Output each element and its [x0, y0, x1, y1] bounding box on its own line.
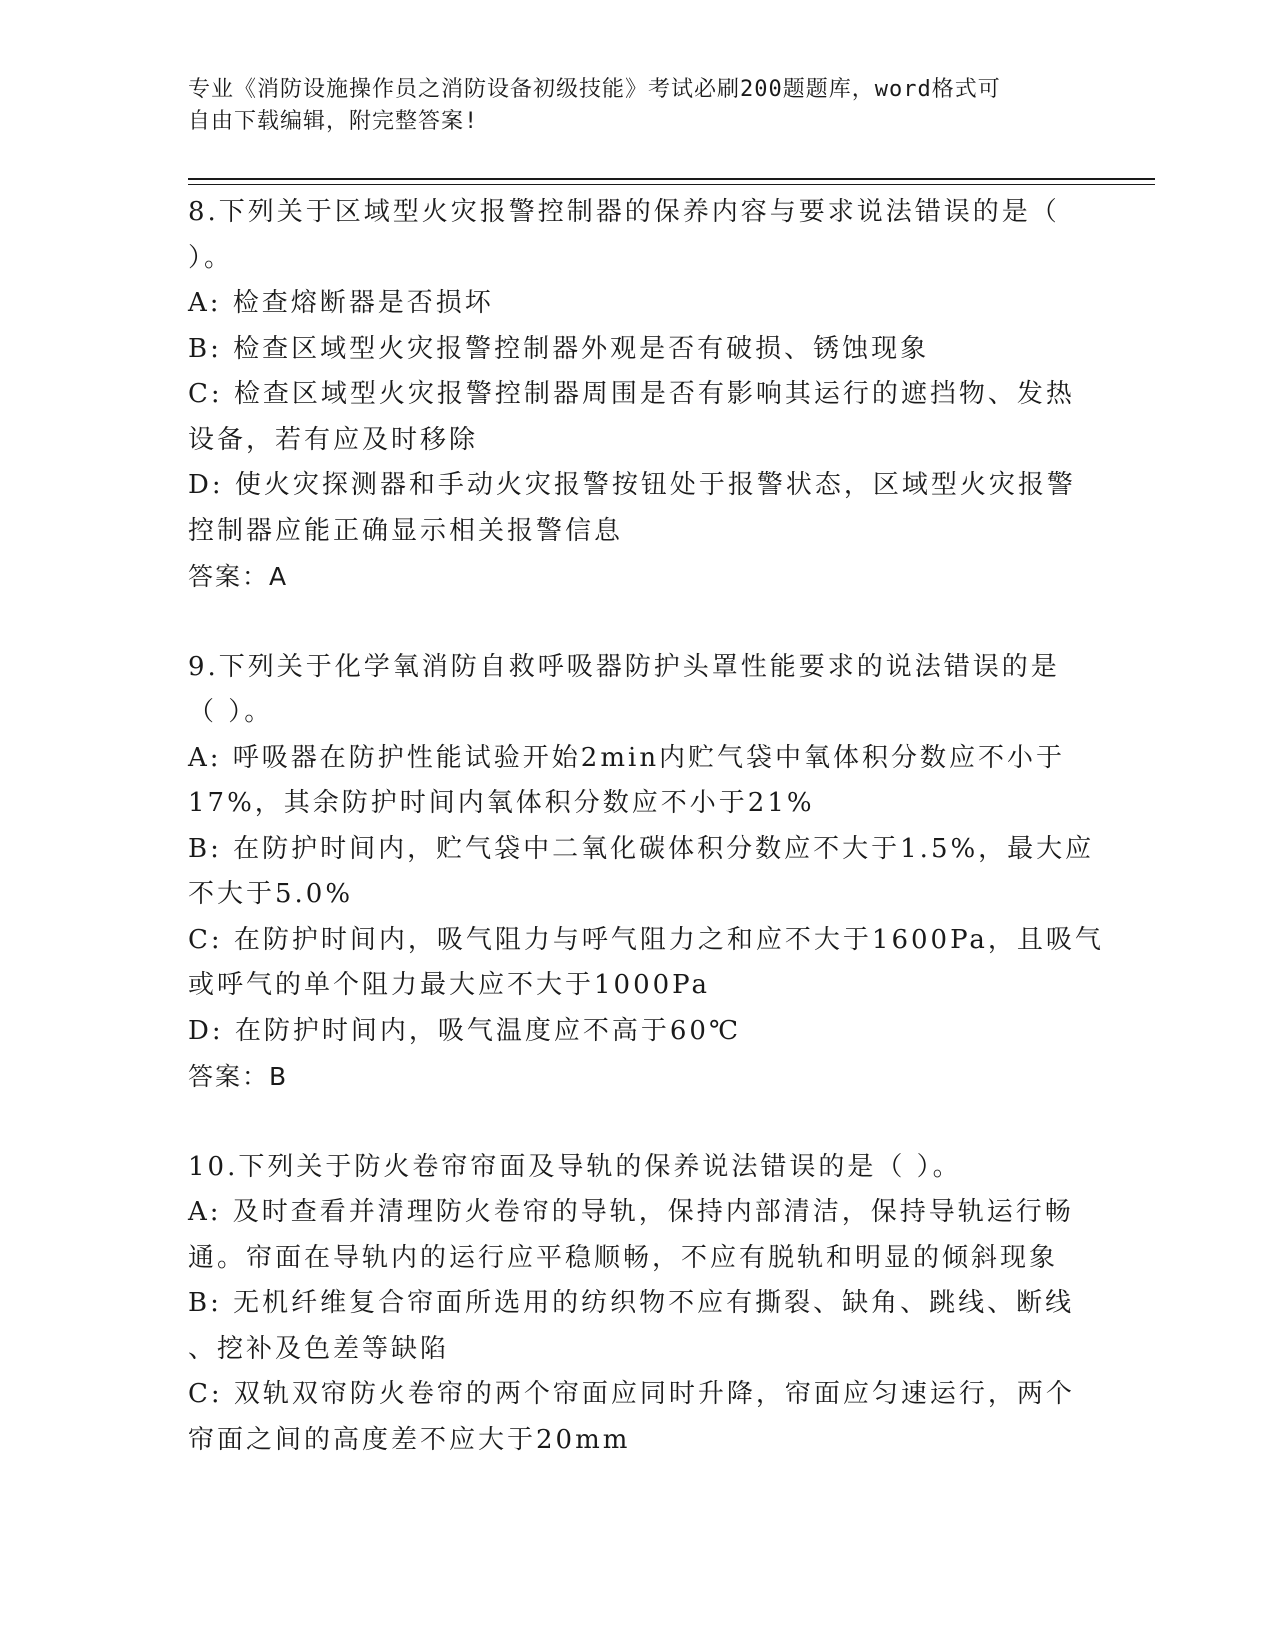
question-9-stem-line-2: （ ）。: [188, 697, 274, 727]
question-10-option-b-line-1: B: 无机纤维复合帘面所选用的纺织物不应有撕裂、缺角、跳线、断线: [188, 1288, 1075, 1318]
question-9-option-a-line-1: A: 呼吸器在防护性能试验开始2min内贮气袋中氧体积分数应不小于: [188, 742, 1066, 773]
header-rule-thin: [188, 184, 1155, 185]
question-9-option-b-line-2: 不大于5.0%: [188, 879, 354, 909]
question-8: [188, 190, 1088, 600]
question-9-option-c-line-2: 或呼气的单个阻力最大应不大于1000Pa: [188, 970, 710, 1000]
question-list: [188, 190, 1104, 1463]
question-9-option-c-line-1: C: 在防护时间内，吸气阻力与呼气阻力之和应不大于1600Pa，且吸气: [188, 924, 1104, 955]
question-10-option-a-line-1: A: 及时查看并清理防火卷帘的导轨，保持内部清洁，保持导轨运行畅: [188, 1197, 1074, 1227]
question-10-option-b-line-2: 、挖补及色差等缺陷: [188, 1333, 450, 1364]
question-8-option-d-line-2: 控制器应能正确显示相关报警信息: [188, 515, 624, 546]
question-10-option-c-line-2: 帘面之间的高度差不应大于20mm: [188, 1424, 631, 1455]
question-10: [188, 1145, 1088, 1464]
question-8-answer: 答案：A: [188, 562, 289, 591]
question-9-stem-line-1: 9.下列关于化学氧消防自救呼吸器防护头罩性能要求的说法错误的是: [188, 651, 1060, 682]
question-9: [188, 645, 1104, 1100]
question-8-stem-line-1: 8.下列关于区域型火灾报警控制器的保养内容与要求说法错误的是（: [188, 197, 1060, 227]
question-8-option-a: A: 检查熔断器是否损坏: [188, 288, 494, 318]
question-8-option-c-line-1: C: 检查区域型火灾报警控制器周围是否有影响其运行的遮挡物、发热: [188, 379, 1075, 409]
question-10-stem: 10.下列关于防火卷帘帘面及导轨的保养说法错误的是（ ）。: [188, 1151, 962, 1182]
question-9-option-b-line-1: B: 在防护时间内，贮气袋中二氧化碳体积分数应不大于1.5%，最大应: [188, 833, 1095, 864]
header-rule-thick: [188, 178, 1155, 180]
header-line-1: 专业《消防设施操作员之消防设备初级技能》考试必刷200题题库，word格式可: [188, 77, 1001, 102]
document-header: [188, 74, 1088, 138]
question-8-stem-line-2: ）。: [188, 242, 234, 273]
question-8-option-d-line-1: D: 使火灾探测器和手动火灾报警按钮处于报警状态，区域型火灾报警: [188, 470, 1076, 500]
question-9-answer: 答案：B: [188, 1062, 289, 1091]
question-10-option-c-line-1: C: 双轨双帘防火卷帘的两个帘面应同时升降，帘面应匀速运行，两个: [188, 1379, 1075, 1409]
question-9-option-a-line-2: 17%，其余防护时间内氧体积分数应不小于21%: [188, 788, 815, 818]
question-10-option-a-line-2: 通。帘面在导轨内的运行应平稳顺畅，不应有脱轨和明显的倾斜现象: [188, 1242, 1059, 1273]
question-9-option-d: D: 在防护时间内，吸气温度应不高于60℃: [188, 1015, 742, 1046]
header-line-2: 自由下载编辑，附完整答案!: [188, 109, 479, 134]
question-8-option-b: B: 检查区域型火灾报警控制器外观是否有破损、锈蚀现象: [188, 333, 930, 364]
question-8-option-c-line-2: 设备，若有应及时移除: [188, 424, 479, 455]
